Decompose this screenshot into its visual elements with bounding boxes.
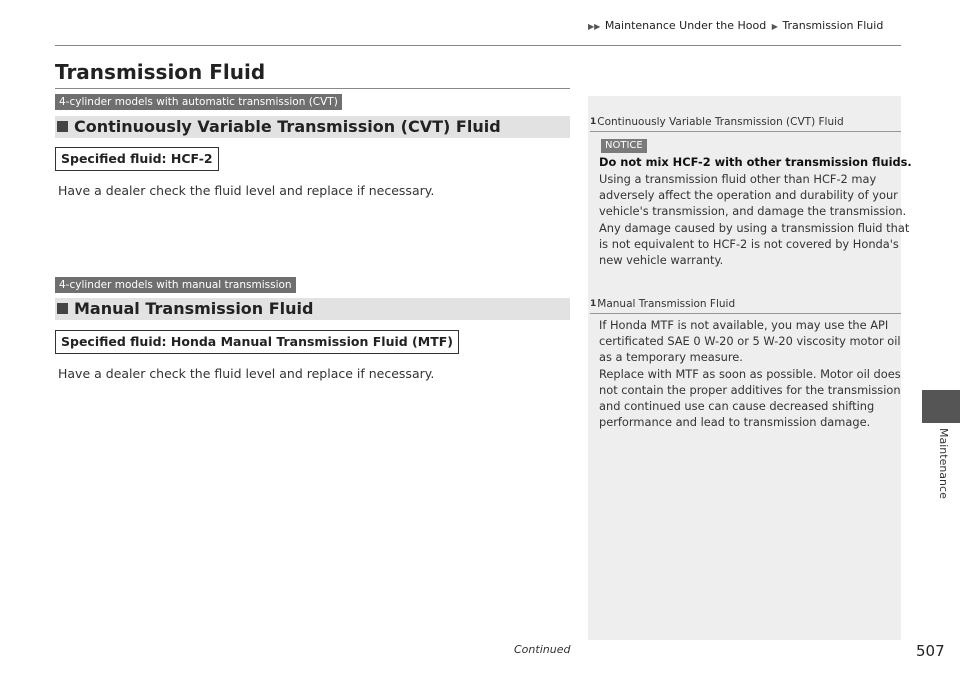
note-ref-icon: 1 bbox=[590, 299, 597, 309]
manual-heading-text: Manual Transmission Fluid bbox=[74, 299, 314, 318]
cvt-note-body bbox=[599, 171, 909, 268]
note-line: new vehicle warranty. bbox=[599, 253, 724, 268]
cvt-body-text: Have a dealer check the fluid level and replace if necessary. bbox=[58, 183, 435, 198]
breadcrumb-arrow-icon: ▶▶ bbox=[588, 22, 601, 31]
note-line: is not equivalent to HCF-2 is not covered by Honda's bbox=[599, 236, 899, 251]
manual-note-heading-text: Manual Transmission Fluid bbox=[597, 298, 736, 310]
cvt-section-heading bbox=[55, 116, 570, 138]
manual-model-tag: 4-cylinder models with manual transmission bbox=[55, 277, 296, 293]
page-number: 507 bbox=[916, 642, 945, 660]
header-divider bbox=[55, 45, 901, 46]
cvt-spec-box: Specified fluid: HCF-2 bbox=[55, 147, 219, 171]
manual-spec-box: Specified fluid: Honda Manual Transmission Fluid (MTF) bbox=[55, 330, 459, 354]
page-title: Transmission Fluid bbox=[55, 60, 266, 84]
cvt-model-tag: 4-cylinder models with automatic transmission (CVT) bbox=[55, 94, 342, 110]
breadcrumb-arrow-icon: ▶ bbox=[771, 22, 778, 31]
note-line: as a temporary measure. bbox=[599, 350, 743, 365]
section-square-icon bbox=[57, 303, 68, 314]
breadcrumb bbox=[588, 19, 883, 32]
cvt-note-divider bbox=[590, 131, 901, 132]
note-line: vehicle's transmission, and damage the transmission. bbox=[599, 204, 907, 219]
cvt-note-heading-text: Continuously Variable Transmission (CVT) Fluid bbox=[597, 116, 844, 128]
notice-badge: NOTICE bbox=[601, 139, 647, 153]
note-line: and continued use can cause decreased shifting bbox=[599, 399, 875, 414]
cvt-note-warning: Do not mix HCF-2 with other transmission fluids. bbox=[599, 155, 912, 169]
note-line: If Honda MTF is not available, you may use the API bbox=[599, 318, 889, 332]
side-section-label: Maintenance bbox=[937, 428, 950, 499]
note-line: performance and lead to transmission damage. bbox=[599, 415, 871, 430]
note-ref-icon: 1 bbox=[590, 117, 597, 127]
note-line: Replace with MTF as soon as possible. Motor oil does bbox=[599, 366, 901, 381]
note-line: certificated SAE 0 W-20 or 5 W-20 viscosity motor oil bbox=[599, 334, 901, 349]
breadcrumb-item-maintenance-under-the-hood[interactable]: Maintenance Under the Hood bbox=[604, 19, 767, 32]
title-divider bbox=[55, 88, 570, 89]
breadcrumb-item-transmission-fluid[interactable]: Transmission Fluid bbox=[782, 19, 884, 32]
note-line: Any damage caused by using a transmission fluid that bbox=[599, 220, 910, 235]
note-line: Using a transmission fluid other than HCF-2 may bbox=[599, 172, 877, 186]
section-square-icon bbox=[57, 121, 68, 132]
manual-section-heading bbox=[55, 298, 570, 320]
manual-body-text: Have a dealer check the fluid level and replace if necessary. bbox=[58, 366, 435, 381]
manual-note-heading bbox=[590, 298, 735, 310]
manual-note-body bbox=[599, 317, 901, 430]
note-line: not contain the proper additives for the transmission bbox=[599, 382, 901, 397]
note-line: adversely affect the operation and durability of your bbox=[599, 188, 898, 203]
cvt-heading-text: Continuously Variable Transmission (CVT) Fluid bbox=[74, 117, 501, 136]
section-thumb-tab[interactable] bbox=[922, 390, 960, 423]
manual-note-divider bbox=[590, 313, 901, 314]
continued-label: Continued bbox=[514, 643, 571, 656]
cvt-note-heading bbox=[590, 116, 844, 128]
